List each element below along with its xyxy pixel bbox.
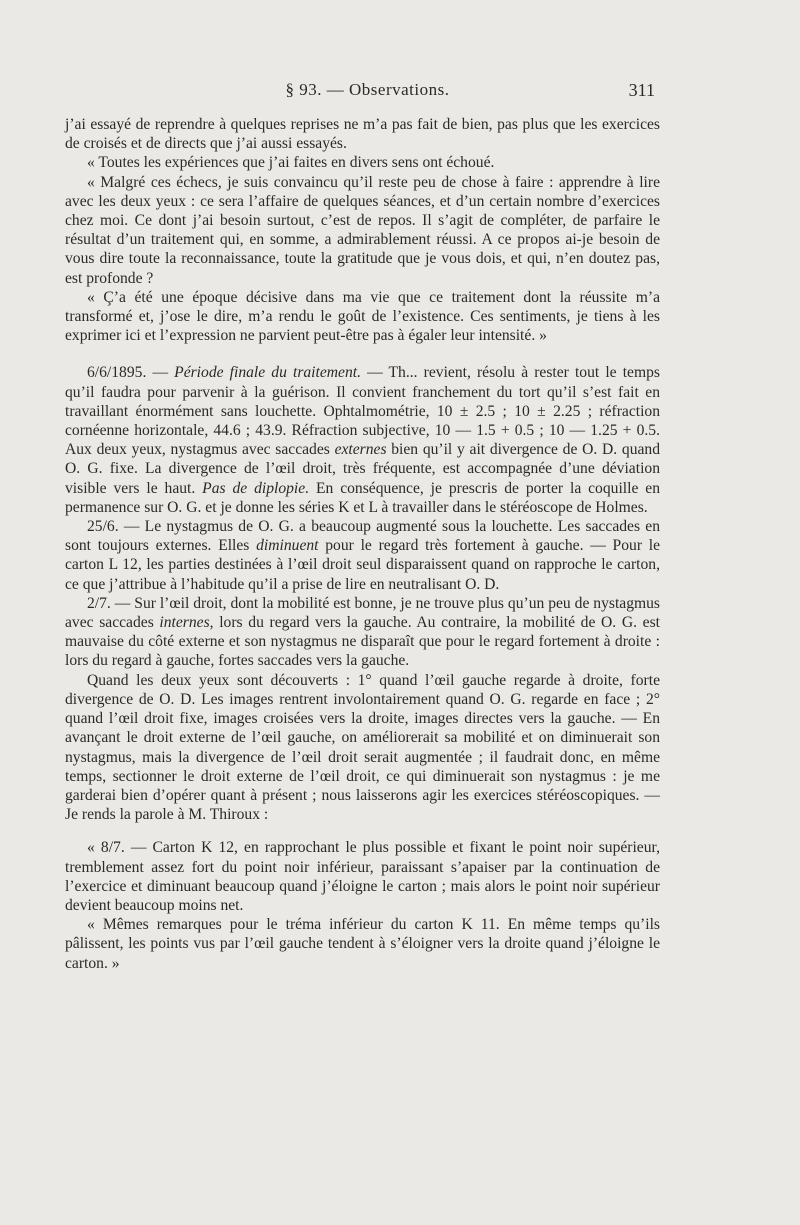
paragraph-continuation: j’ai essayé de reprendre à quelques reprises ne m’a pas fait de bien, pas plus que les exercices de croisés et de directs que j’ai aussi essayés. (65, 116, 660, 153)
entry-date: 6/6/1895. — (87, 364, 175, 382)
entry-text: bien qu’il y ait divergence de O. D. quand O. G. fixe. La divergence de l’œil droit, très fréquente, est accompagnée d’une déviation visible vers le haut. (65, 441, 661, 497)
section-title: Période finale du traitement. (174, 364, 361, 382)
entry-text: pour le regard très fortement à gauche. — Pour le carton L 12, les parties destinées à l’œil droit seul disparaissent quand on rapproche le carton, ce que j’attribue à l’habitude qu’il a prise de lire en neutralisant O. D. (65, 537, 661, 593)
emphasis: Pas de diplopie. (202, 479, 310, 497)
paragraph-dated-entry (65, 594, 660, 671)
entry-text: — Th... revient, résolu à rester tout le temps qu’il faudra pour parvenir à la guérison. Il convient franchement du tort qu’il s’est fait en travaillant énormément sans louchette. Ophtalmométrie, 10 ± 2.5 ; 10 ± 2.25 ; réfraction cornéenne horizontale, 44.6 ; 43.9. Réfraction subjective, 10 — 1.5 + 0.5 ; 10 — 1.25 + 0.5. Aux deux yeux, nystagmus avec saccades (65, 364, 660, 459)
paragraph-dated-entry (65, 363, 660, 517)
emphasis: diminuent (256, 537, 319, 555)
entry-text: 25/6. — Le nystagmus de O. G. a beaucoup augmenté sous la louchette. Les saccades en sont toujours externes. Elles (65, 518, 660, 555)
paragraph: Quand les deux yeux sont découverts : 1° quand l’œil gauche regarde à droite, forte divergence de O. D. Les images rentrent involontairement quand O. G. regarde en face ; 2° quand l’œil droit fixe, images croisées vers la droite, images directes vers la gauche. — En avançant le droit externe de l’œil gauche, on améliorerait sa mobilité et on diminuerait son nystagmus, mais la divergence de l’œil droit serait augmentée ; il faudrait donc, en même temps, sectionner le droit externe de l’œil droit, ce qui diminuerait son nystagmus : je me garderai bien d’opérer quant à présent ; nous laisserons agir les exercices stéréoscopiques. — Je rends la parole à M. Thiroux : (65, 671, 660, 824)
paragraph: « Ç’a été une époque décisive dans ma vie que ce traitement dont la réussite m’a transformé et, j’ose le dire, m’a rendu le goût de l’existence. Ces sentiments, je tiens à les exprimer ici et l’expression ne parvient peut-être pas à égaler leur intensité. » (65, 288, 660, 345)
entry-text: En conséquence, je prescris de porter la coquille en permanence sur O. G. et je donne les séries K et L à travailler dans le stéréoscope de Holmes. (65, 479, 660, 516)
paragraph-quote: « 8/7. — Carton K 12, en rapprochant le plus possible et fixant le point noir supérieur, tremblement assez fort du point noir inférieur, paraissant s’apaiser par la continuation de l’exercice et diminuant beaucoup quand j’éloigne le carton ; mais alors le point noir supérieur devient beaucoup moins net. (65, 839, 660, 914)
page-number: 311 (628, 80, 655, 100)
paragraph: « Malgré ces échecs, je suis convaincu qu’il reste peu de chose à faire : apprendre à lire avec les deux yeux : ce sera l’affaire de quelques séances, et d’un certain nombre d’exercices chez moi. Ce dont j’ai besoin surtout, c’est de repos. Il s’agit de compléter, de parfaire le résultat d’un traitement qui, en somme, a admirablement réussi. A ce propos ai-je besoin de vous dire toute la reconnaissance, toute la gratitude que je vous dois, et qui, n’en doutez pas, est profonde ? (65, 173, 660, 287)
entry-text: 2/7. — Sur l’œil droit, dont la mobilité est bonne, je ne trouve plus qu’un peu de nystagmus avec saccades (65, 594, 660, 632)
emphasis: externes (334, 441, 387, 459)
emphasis: internes (159, 614, 210, 632)
paragraph-dated-entry (65, 517, 660, 594)
paragraph-quote: « Mêmes remarques pour le tréma inférieur du carton K 11. En même temps qu’ils pâlissent, les points vus par l’œil gauche tendent à s’éloigner vers la droite quand j’éloigne le carton. » (65, 916, 660, 972)
running-header (70, 80, 665, 106)
entry-text: , lors du regard vers la gauche. Au contraire, la mobilité de O. G. est mauvaise du côté externe et son nystagmus ne disparaît que pour le regard fortement à droite : lors du regard à gauche, fortes saccades vers la gauche. (65, 614, 660, 670)
paragraph: « Toutes les expériences que j’ai faites en divers sens ont échoué. (87, 154, 495, 172)
body-text (65, 115, 660, 973)
running-title: § 93. — Observations. (285, 80, 450, 99)
